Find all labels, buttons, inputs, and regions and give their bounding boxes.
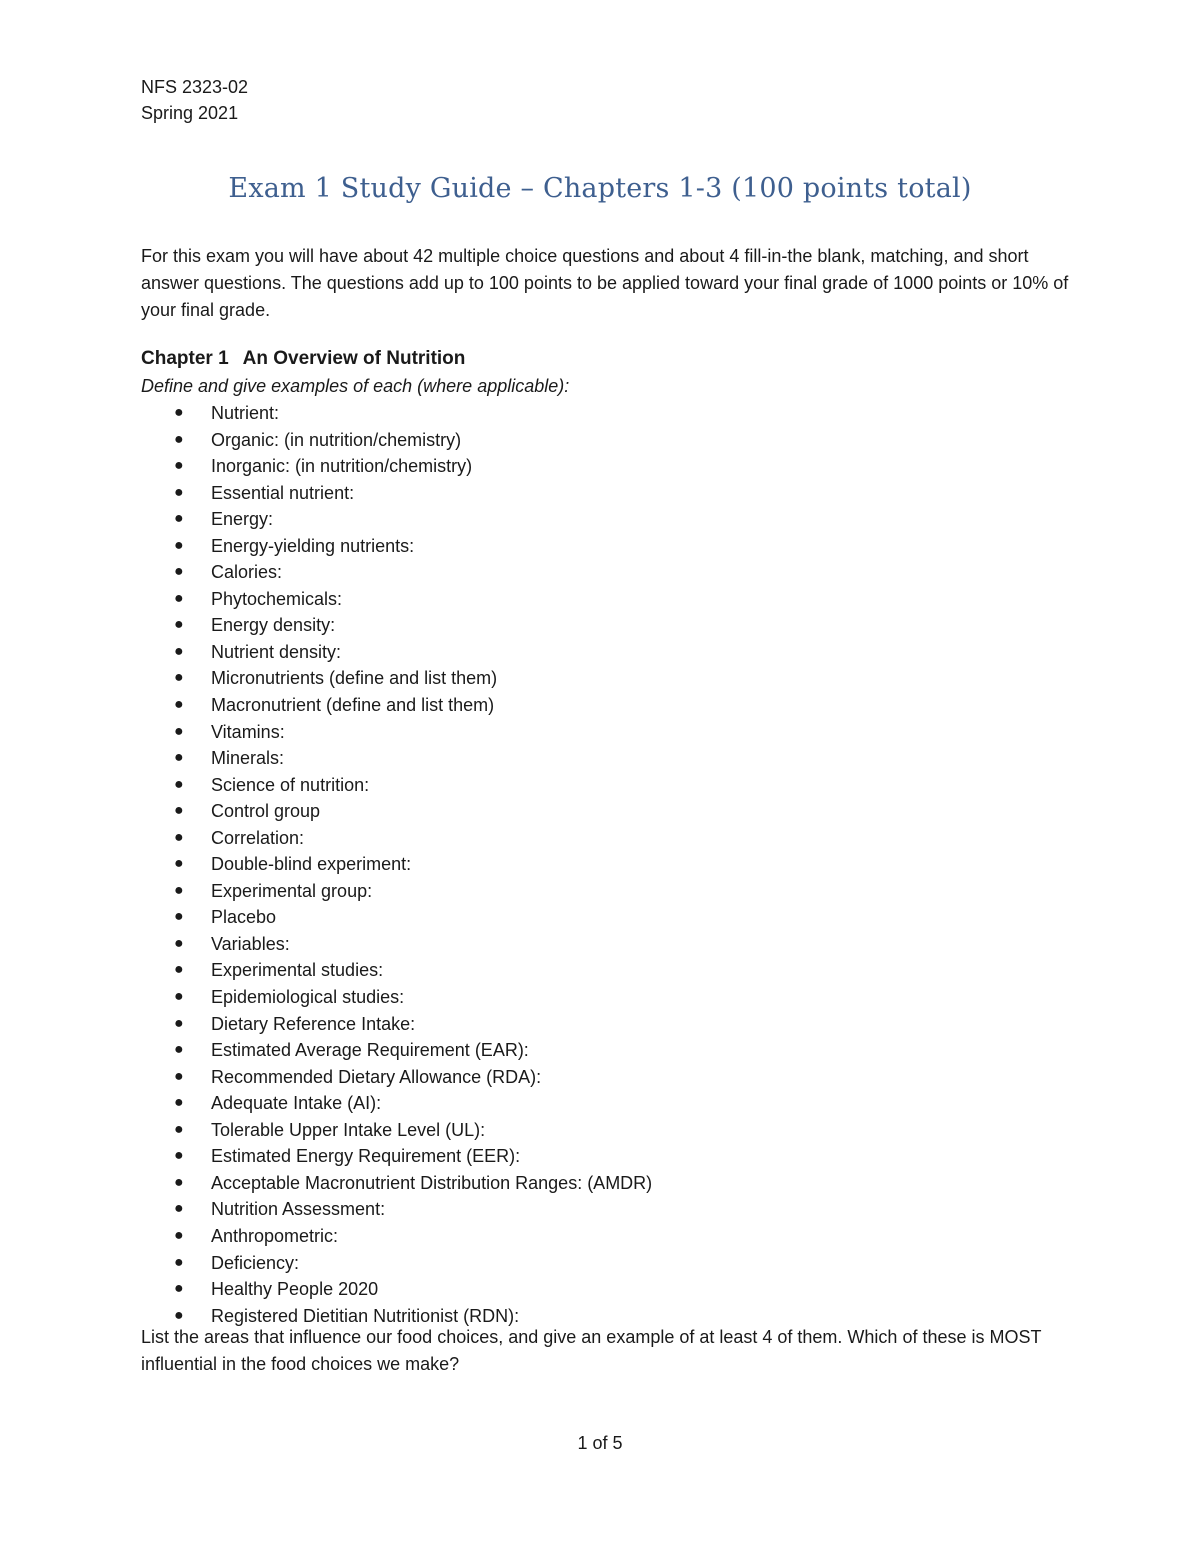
page-number: 1 of 5 [577, 1433, 623, 1453]
course-term: Spring 2021 [141, 103, 239, 123]
term-label: Acceptable Macronutrient Distribution Ranges: (AMDR) [211, 1172, 653, 1193]
bullet-icon: ● [174, 828, 184, 846]
term-label: Double-blind experiment: [211, 854, 412, 875]
term-label: Minerals: [211, 748, 285, 769]
term-label: Dietary Reference Intake: [211, 1013, 416, 1034]
term-label: Phytochemicals: [211, 588, 343, 609]
term-label: Estimated Average Requirement (EAR): [211, 1040, 529, 1061]
chapter-heading [141, 348, 465, 370]
term-label: Macronutrient (define and list them) [211, 695, 495, 716]
bullet-icon: ● [174, 696, 184, 714]
bullet-icon: ● [174, 1094, 184, 1112]
bullet-icon: ● [174, 881, 184, 899]
term-label: Nutrition Assessment: [211, 1199, 386, 1220]
term-label: Recommended Dietary Allowance (RDA): [211, 1066, 542, 1087]
term-label: Experimental studies: [211, 960, 384, 981]
term-label: Registered Dietitian Nutritionist (RDN): [211, 1305, 520, 1326]
term-label: Healthy People 2020 [211, 1279, 379, 1300]
bullet-icon: ● [174, 642, 184, 660]
term-label: Essential nutrient: [211, 482, 355, 503]
bullet-icon: ● [174, 961, 184, 979]
term-label: Epidemiological studies: [211, 987, 405, 1008]
bullet-icon: ● [174, 430, 184, 448]
bullet-icon: ● [174, 775, 184, 793]
term-label: Energy: [211, 509, 274, 530]
bullet-icon: ● [174, 1200, 184, 1218]
term-label: Anthropometric: [211, 1225, 339, 1246]
term-label: Inorganic: (in nutrition/chemistry) [211, 456, 473, 477]
document-title: Exam 1 Study Guide – Chapters 1-3 (100 points total) [228, 173, 972, 204]
bullet-icon: ● [174, 457, 184, 475]
bullet-icon: ● [174, 616, 184, 634]
bullet-icon: ● [174, 1014, 184, 1032]
bullet-icon: ● [174, 589, 184, 607]
term-label: Organic: (in nutrition/chemistry) [211, 429, 462, 450]
term-label: Calories: [211, 562, 283, 583]
term-label: Control group [211, 801, 321, 822]
chapter-number: Chapter 1 [141, 348, 229, 369]
bullet-icon: ● [174, 934, 184, 952]
bullet-icon: ● [174, 1173, 184, 1191]
bullet-icon: ● [174, 536, 184, 554]
term-label: Energy-yielding nutrients: [211, 535, 415, 556]
term-label: Adequate Intake (AI): [211, 1093, 382, 1114]
term-label: Nutrient density: [211, 641, 342, 662]
bullet-icon: ● [174, 1067, 184, 1085]
term-label: Micronutrients (define and list them) [211, 668, 498, 689]
term-label: Nutrient: [211, 403, 280, 423]
bullet-icon: ● [174, 908, 184, 926]
chapter-name: An Overview of Nutrition [242, 348, 466, 369]
bullet-icon: ● [174, 1041, 184, 1059]
term-label: Variables: [211, 933, 290, 954]
term-label: Deficiency: [211, 1252, 300, 1273]
bullet-icon: ● [174, 1147, 184, 1165]
bullet-icon: ● [174, 1280, 184, 1298]
intro-paragraph: For this exam you will have about 42 multiple choice questions and about 4 fill-in-the blank, matching, and short answer questions. The questions add up to 100 points to be applied toward your final grade of 1000 points or 10% of your final grade. [141, 246, 1069, 320]
bullet-icon: ● [174, 563, 184, 581]
bullet-icon: ● [174, 855, 184, 873]
bullet-icon: ● [174, 1120, 184, 1138]
term-label: Tolerable Upper Intake Level (UL): [211, 1119, 486, 1140]
bullet-icon: ● [174, 510, 184, 528]
bullet-icon: ● [174, 669, 184, 687]
bullet-icon: ● [174, 1306, 184, 1324]
bullet-icon: ● [174, 1253, 184, 1271]
term-label: Vitamins: [211, 721, 285, 742]
chapter-instruction: Define and give examples of each (where applicable): [141, 376, 570, 396]
bullet-icon: ● [174, 749, 184, 767]
bullet-icon: ● [174, 404, 184, 421]
bullet-icon: ● [174, 802, 184, 820]
bullet-icon: ● [174, 988, 184, 1006]
term-label: Energy density: [211, 615, 336, 636]
bullet-icon: ● [174, 722, 184, 740]
food-choices-question: List the areas that influence our food choices, and give an example of at least 4 of them. Which of these is MOST influential in the food choices we make? [141, 1327, 1042, 1374]
term-label: Placebo [211, 907, 277, 928]
term-label: Estimated Energy Requirement (EER): [211, 1146, 521, 1167]
term-label: Experimental group: [211, 880, 373, 901]
bullet-icon: ● [174, 483, 184, 501]
course-header [141, 74, 248, 126]
bullet-icon: ● [174, 1226, 184, 1244]
term-label: Correlation: [211, 827, 305, 848]
course-code: NFS 2323-02 [141, 77, 249, 97]
term-label: Science of nutrition: [211, 774, 370, 795]
